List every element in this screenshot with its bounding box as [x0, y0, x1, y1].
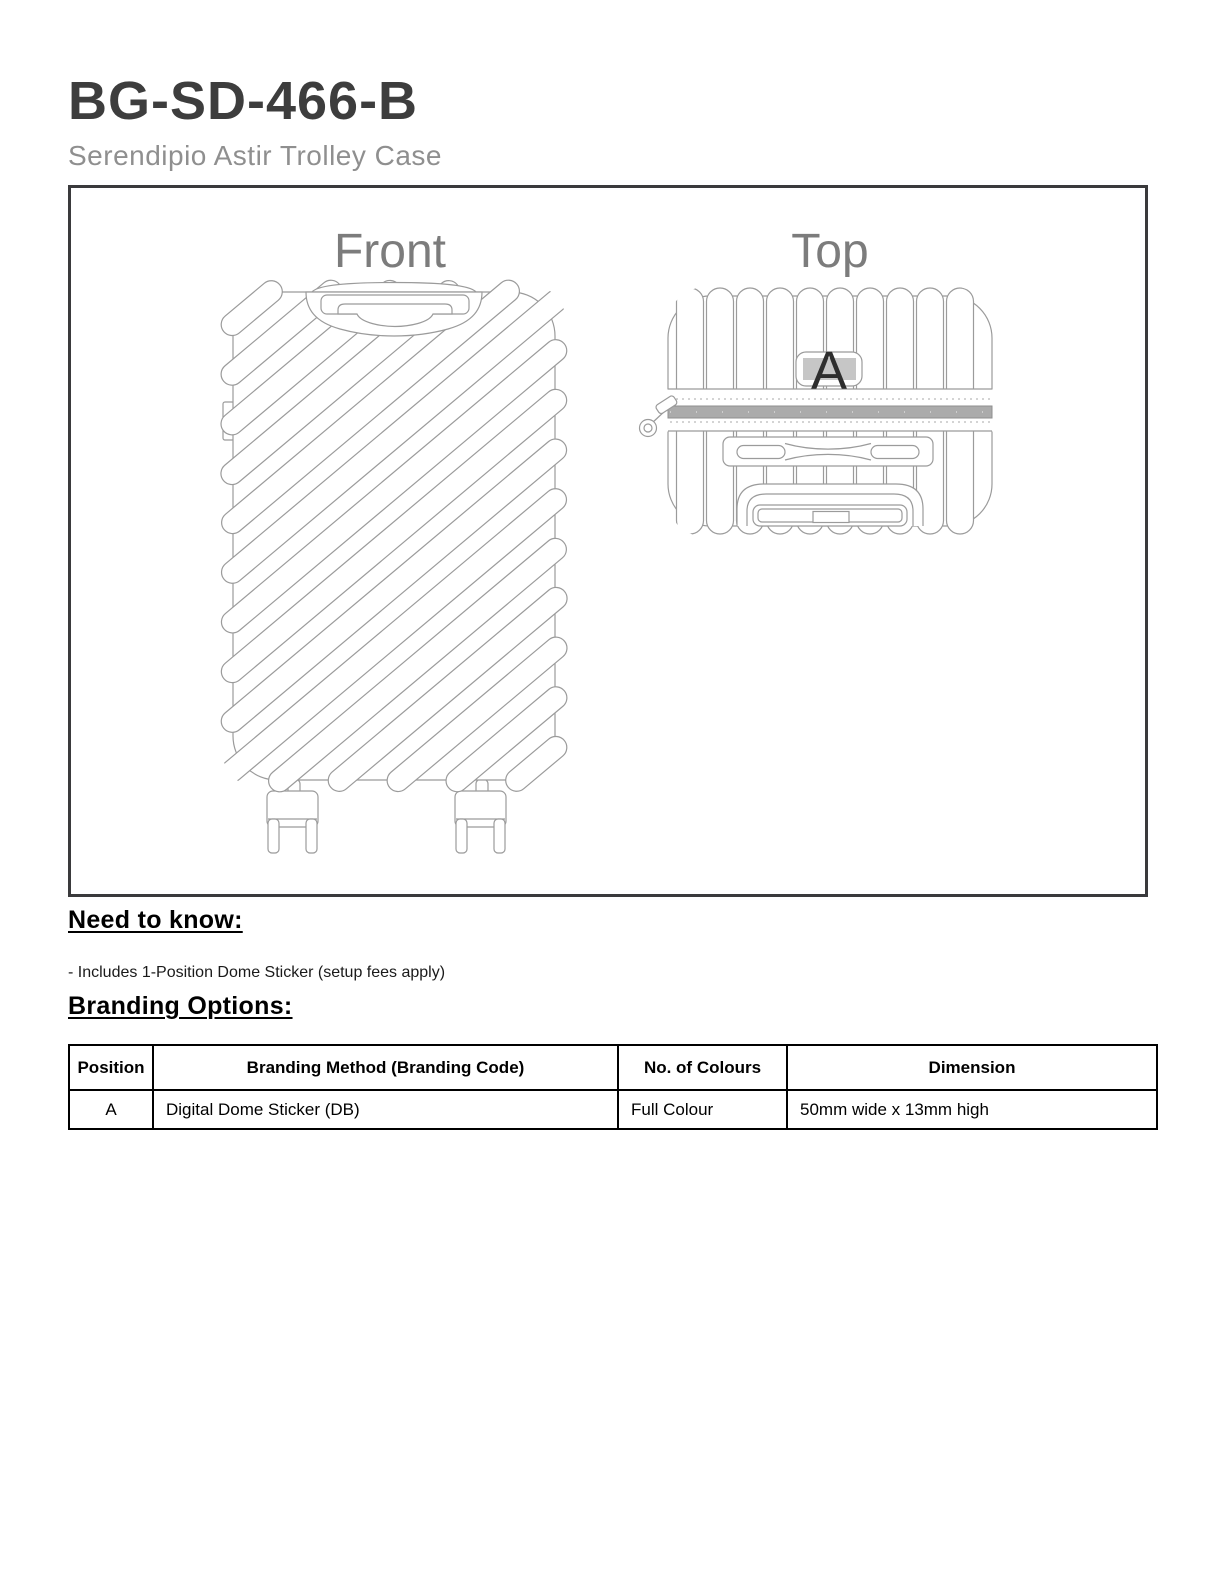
page-title: BG-SD-466-B	[68, 71, 419, 131]
need-to-know-note: - Includes 1-Position Dome Sticker (setup fees apply)	[68, 964, 446, 981]
table-header-row	[69, 1045, 1157, 1090]
product-diagram-box	[68, 185, 1148, 897]
front-view-label: Front	[333, 225, 447, 278]
branding-options-heading: Branding Options:	[68, 992, 293, 1020]
carry-handle	[737, 484, 923, 526]
cell-position: A	[69, 1090, 153, 1129]
product-diagram	[71, 188, 1145, 894]
header-branding-method: Branding Method (Branding Code)	[153, 1045, 618, 1090]
cell-no-of-colours: Full Colour	[618, 1090, 787, 1129]
cell-dimension: 50mm wide x 13mm high	[787, 1090, 1157, 1129]
branding-options-table	[68, 1044, 1158, 1130]
header-no-of-colours: No. of Colours	[618, 1045, 787, 1090]
need-to-know-heading: Need to know:	[68, 906, 243, 934]
header-dimension: Dimension	[787, 1045, 1157, 1090]
cell-branding-method: Digital Dome Sticker (DB)	[153, 1090, 618, 1129]
table-row	[69, 1090, 1157, 1129]
top-view-drawing	[640, 288, 995, 534]
front-view-drawing	[71, 188, 791, 894]
page-subtitle: Serendipio Astir Trolley Case	[68, 140, 443, 171]
branding-position-marker: A	[810, 341, 848, 401]
telescopic-handle-mount	[723, 437, 933, 466]
header-position: Position	[69, 1045, 153, 1090]
top-view-label: Top	[791, 225, 869, 278]
